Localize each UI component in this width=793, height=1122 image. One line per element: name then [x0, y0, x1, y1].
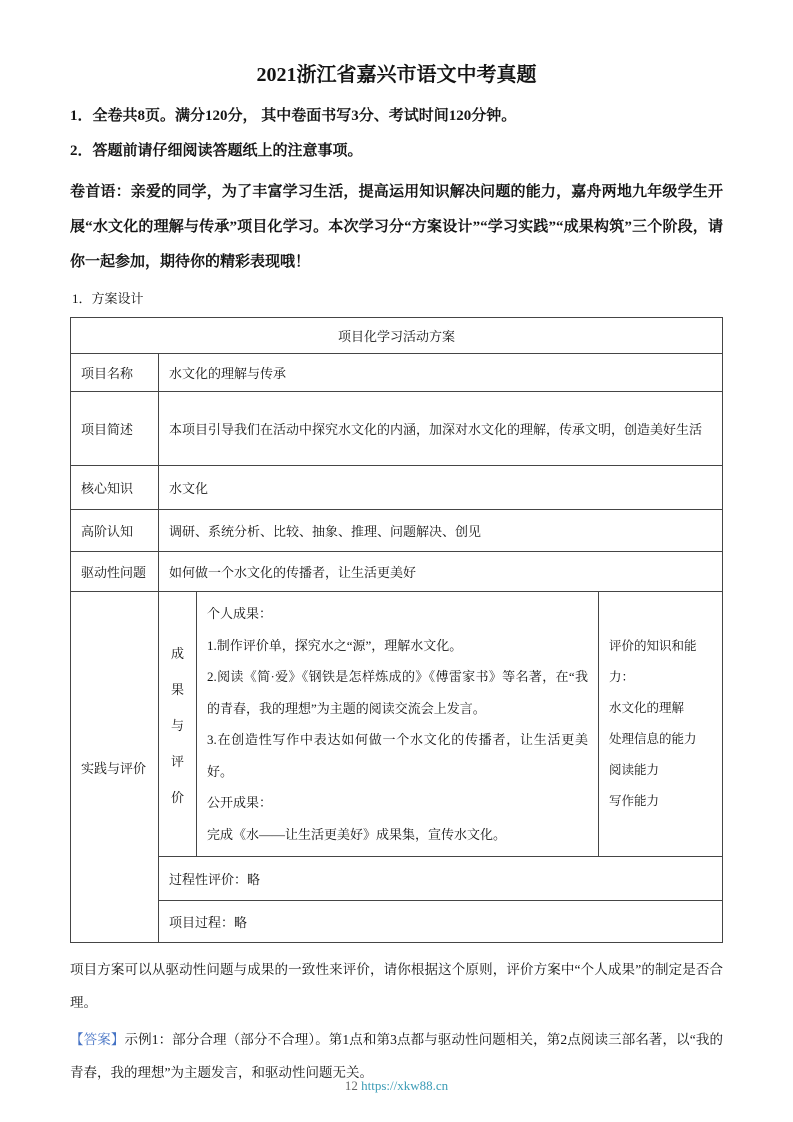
cell-higher-cognition: 调研、系统分析、比较、抽象、推理、问题解决、创见 [159, 510, 723, 552]
vertical-label [169, 643, 186, 806]
question-text: 项目方案可以从驱动性问题与成果的一致性来评价，请你根据这个原则，评价方案中“个人成果”的制定是否合理。 [70, 962, 723, 1010]
preface-paragraph: 卷首语：亲爱的同学，为了丰富学习生活，提高运用知识解决问题的能力，嘉舟两地九年级学生开展“水文化的理解与传承”项目化学习。本次学习分“方案设计”“学习实践”“成果构筑”三个阶段，请你一起参加，期待你的精彩表现哦！ [70, 184, 723, 270]
personal-result-line: 完成《水——让生活更美好》成果集，宣传水文化。 [207, 826, 507, 842]
row-label-driving-question: 驱动性问题 [71, 552, 159, 592]
personal-result-line: 3.在创造性写作中表达如何做一个水文化的传播者，让生活更美好。 [207, 732, 588, 779]
project-plan-table [70, 317, 723, 943]
table-row [71, 392, 723, 466]
evaluation-line: 水文化的理解 [608, 701, 684, 715]
practice-row [71, 592, 723, 857]
personal-result-line: 个人成果： [207, 606, 273, 621]
cell-project-process: 项目过程：略 [159, 901, 723, 943]
cell-driving-question: 如何做一个水文化的传播者，让生活更美好 [159, 552, 723, 592]
evaluation-line: 写作能力 [608, 794, 659, 808]
personal-result-line: 1.制作评价单，探究水之“源”，理解水文化。 [207, 637, 463, 653]
row-label-project-name: 项目名称 [71, 354, 159, 392]
vertical-label-char: 价 [170, 789, 184, 805]
document-title: 2021浙江省嘉兴市语文中考真题 [256, 64, 537, 86]
table-row [71, 354, 723, 392]
evaluation-line: 处理信息的能力 [608, 732, 697, 746]
page-footer [0, 1078, 793, 1094]
row-label-project-desc: 项目简述 [71, 392, 159, 466]
evaluation-cell [598, 592, 722, 857]
table-title: 项目化学习活动方案 [71, 318, 723, 354]
personal-results-cell [197, 592, 599, 857]
instruction-1: 1．全卷共8页。满分120分， 其中卷面书写3分、考试时间120分钟。 [70, 108, 517, 124]
evaluation-line: 评价的知识和能力： [608, 639, 697, 684]
vertical-label-char: 与 [170, 717, 184, 733]
personal-result-line: 2.阅读《简·爱》《钢铁是怎样炼成的》《傅雷家书》等名著，在“我的青春，我的理想”为主题的阅读交流会上发言。 [207, 669, 588, 716]
vertical-label-char: 成 [170, 645, 184, 661]
evaluation-line: 阅读能力 [608, 763, 659, 777]
cell-project-desc: 本项目引导我们在活动中探究水文化的内涵，加深对水文化的理解，传承文明，创造美好生活 [159, 392, 723, 466]
cell-core-knowledge: 水文化 [159, 466, 723, 510]
row-label-higher-cognition: 高阶认知 [71, 510, 159, 552]
row-label-practice-evaluation: 实践与评价 [71, 592, 159, 943]
table-title-row [71, 318, 723, 354]
section-label: 1．方案设计 [72, 291, 144, 306]
answer-text: 示例1：部分合理（部分不合理）。第1点和第3点都与驱动性问题相关，第2点阅读三部名著，以“我的青春，我的理想”为主题发言，和驱动性问题无关。 [70, 1032, 723, 1080]
page-number: 12 [344, 1078, 358, 1093]
table-row [71, 552, 723, 592]
instruction-2: 2．答题前请仔细阅读答题纸上的注意事项。 [70, 143, 363, 159]
personal-result-line: 公开成果： [207, 795, 273, 810]
answer-label: 【答案】 [70, 1032, 125, 1047]
row-label-core-knowledge: 核心知识 [71, 466, 159, 510]
table-row [71, 510, 723, 552]
project-process-row [71, 901, 723, 943]
cell-project-name: 水文化的理解与传承 [159, 354, 723, 392]
footer-link[interactable]: https://xkw88.cn [361, 1078, 449, 1093]
vertical-label-char: 果 [170, 681, 184, 697]
vertical-label-char: 评 [170, 753, 184, 769]
cell-process-evaluation: 过程性评价：略 [159, 857, 723, 901]
vertical-label-cell [159, 592, 197, 857]
table-row [71, 466, 723, 510]
process-evaluation-row [71, 857, 723, 901]
